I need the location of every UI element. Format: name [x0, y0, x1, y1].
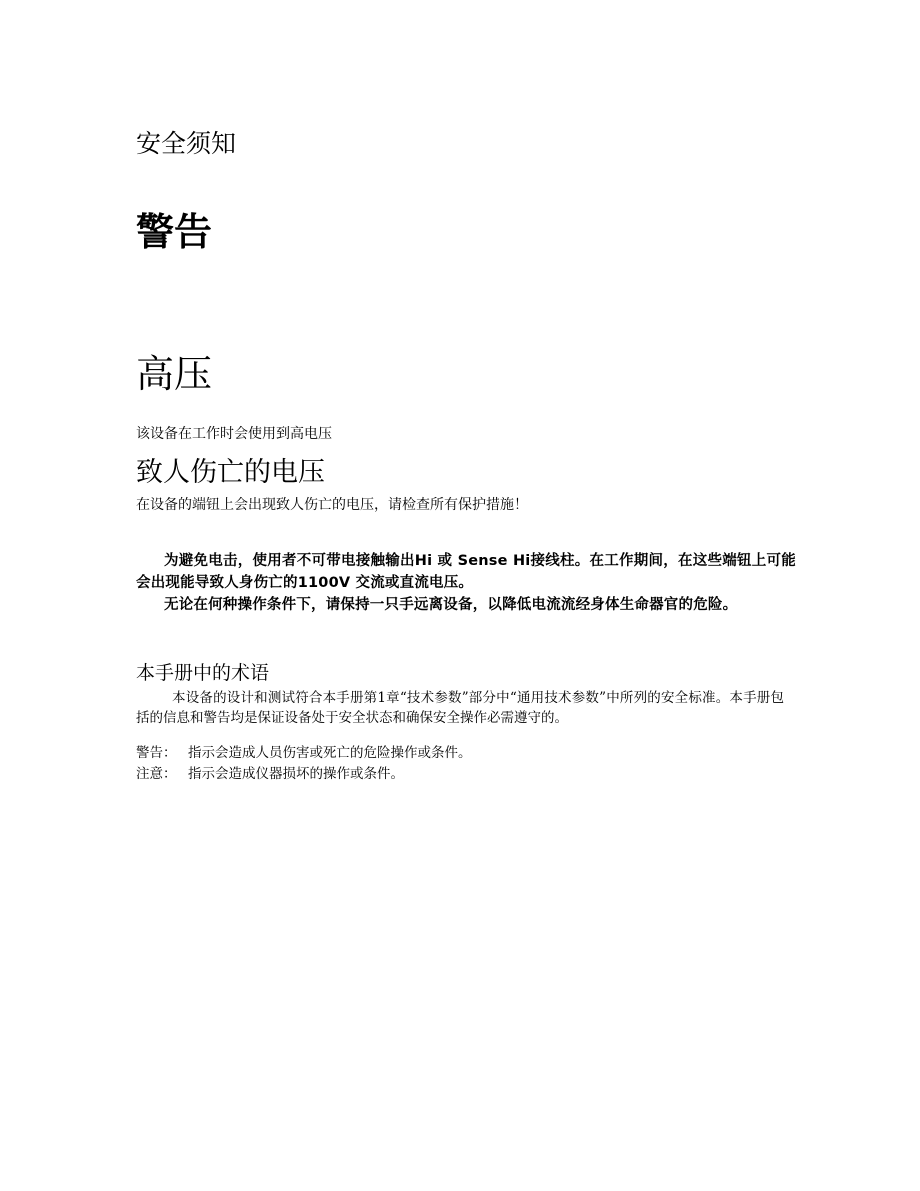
terms-heading: 本手册中的术语	[136, 662, 270, 684]
definition-term: 警告：	[136, 745, 177, 761]
electric-shock-warning-paragraph: 为避免电击，使用者不可带电接触输出Hi 或 Sense Hi接线柱。在工作期间，在这些端钮上可能会出现能导致人身伤亡的1100V 交流或直流电压。	[136, 553, 796, 591]
lethal-voltage-heading: 致人伤亡的电压	[136, 457, 325, 488]
definition-description: 指示会造成仪器损坏的操作或条件。	[188, 766, 404, 782]
terms-paragraph: 本设备的设计和测试符合本手册第1章“技术参数”部分中“通用技术参数”中所列的安全标准。本手册包括的信息和警告均是保证设备处于安全状态和确保安全操作必需遵守的。	[136, 690, 784, 726]
high-voltage-heading: 高压	[136, 352, 213, 396]
warning-heading: 警告	[136, 210, 213, 254]
safety-heading: 安全须知	[136, 129, 237, 158]
high-voltage-usage-text: 该设备在工作时会使用到高电压	[136, 426, 332, 442]
definition-row-warning	[136, 743, 472, 763]
one-hand-warning-paragraph: 无论在何种操作条件下，请保持一只手远离设备，以降低电流流经身体生命器官的危险。	[164, 597, 738, 613]
lethal-voltage-text: 在设备的端钮上会出现致人伤亡的电压，请检查所有保护措施！	[136, 497, 528, 513]
definition-description: 指示会造成人员伤害或死亡的危险操作或条件。	[188, 745, 472, 761]
definition-term: 注意：	[136, 766, 177, 782]
definition-row-caution	[136, 764, 404, 784]
